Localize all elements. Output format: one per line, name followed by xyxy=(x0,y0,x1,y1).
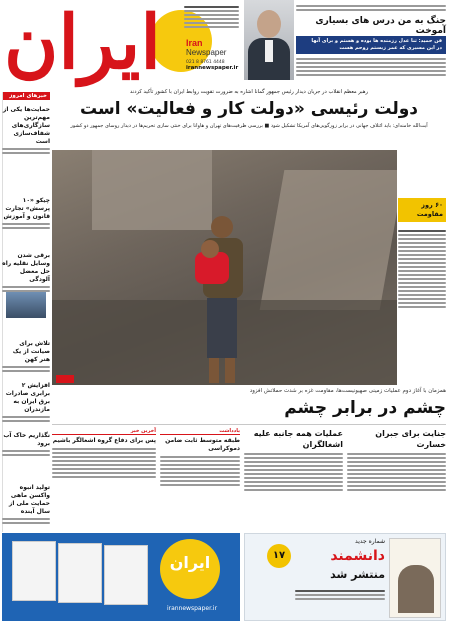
magazine-title: دانشمند xyxy=(330,548,385,564)
column-4 xyxy=(52,428,156,528)
sidebar-item[interactable]: افزایش ۲ برابری صادرات برق ایران به مازندران xyxy=(5,382,50,413)
column-headline[interactable]: طبقه متوسط ثابت ضامن دموکراسی xyxy=(165,437,240,452)
column-tag: یادداشت xyxy=(160,428,240,435)
news-sidebar xyxy=(2,92,50,532)
main-headline: دولت رئیسی «دولت کار و فعالیت» است xyxy=(79,99,419,119)
top-story-body xyxy=(296,56,446,78)
sidebar-tag: خبرهای امروز xyxy=(3,92,50,100)
top-story-sub: فن حمید: ثنا عدل رزمنده ها بوده و هستم و برای آنها در این مسیری که عمر زیستم روحم هست xyxy=(296,36,446,54)
ad-newspaper-1 xyxy=(12,541,56,601)
newspaper-logo: ایران xyxy=(4,0,161,86)
column-1 xyxy=(347,428,446,528)
main-kicker: رهبر معظم انقلاب در جریان دیدار رئیس جمهور گمانا اشاره به ضرورت تقویت روابط ایران با کشور تأکید کردند xyxy=(130,89,368,95)
bottom-ad-magazine[interactable] xyxy=(244,533,446,621)
sidebar-item[interactable]: چیکو «۱۰ پرسش» تجارت قانون و آموزش xyxy=(3,197,50,220)
column-3 xyxy=(160,428,240,528)
english-logo: Iran Newspaper 021 8 8761 4448 irannewspaper.ir xyxy=(186,38,239,71)
column-2 xyxy=(244,428,343,528)
magazine-cover xyxy=(389,538,441,618)
ad-newspaper-2 xyxy=(58,543,102,603)
ad-site[interactable]: irannewspaper.ir xyxy=(166,605,218,612)
photo-page-indicator xyxy=(56,375,74,383)
sidebar-item[interactable]: حمایت‌ها یکی از مهم‌ترین سازگاری‌های شفاف‌سازی است xyxy=(2,106,50,145)
photo-headline: چشم در برابر چشم xyxy=(284,398,446,418)
ad-newspaper-3 xyxy=(104,545,148,605)
photo-caption: همزمان با آغاز دوم عملیات زمینی صهیونیست‌ها، مقاومت غزه بر شدت حملاتش افزود xyxy=(249,388,446,394)
main-headline-block xyxy=(52,88,446,130)
magazine-slogan: منتشر شد xyxy=(330,568,385,581)
main-photo xyxy=(52,150,397,385)
column-headline[interactable]: عملیات همه جانبه علیه اشغالگران xyxy=(253,429,343,449)
top-story-portrait xyxy=(244,0,294,80)
photo-side-tag: ۶۰ روز مقاومت xyxy=(398,198,446,222)
column-tag: آخرین خبر xyxy=(52,428,156,435)
sidebar-thumbnail xyxy=(6,292,46,318)
magazine-number: ۱۷ xyxy=(267,544,291,568)
photo-side-panel xyxy=(398,150,446,385)
bottom-ad-iran[interactable] xyxy=(2,533,240,621)
sidebar-item[interactable]: تلاش برای صیانت از یک هنر کهن xyxy=(12,340,50,363)
top-story-title: جنگ به من درس های بسیاری آموخت xyxy=(315,16,446,36)
photo-child-figure xyxy=(187,210,257,385)
main-subline: آیت‌الله خامنه‌ای: باید ائتلاف جهانی در برابر زورگویی‌های آمریکا تشکیل شود ■ بررسی ظرفیت‌های تهران و هاوانا برای خنثی سازی تحریم‌ها در دیدار روسای جمهور دو کشور xyxy=(70,123,428,129)
sidebar-item[interactable]: تولید انبوه واکسن ماهی حمایت ملی از سال آینده xyxy=(8,484,50,515)
ad-iran-label: ایران xyxy=(169,553,211,572)
sidebar-item[interactable]: برقی شدن وسایل نقلیه راه حل معضل آلودگی xyxy=(2,252,50,283)
top-story xyxy=(296,3,446,36)
masthead xyxy=(0,0,450,88)
magazine-issue: شماره جدید xyxy=(355,538,385,545)
masthead-info xyxy=(184,4,239,30)
column-headline[interactable]: جنایت برای جبران خسارت xyxy=(375,429,446,449)
sidebar-item[interactable]: نگذاریم خاک آب برود xyxy=(3,432,50,447)
column-headline[interactable]: پس برای دفاع گروه اشغالگر باشیم xyxy=(52,437,156,444)
